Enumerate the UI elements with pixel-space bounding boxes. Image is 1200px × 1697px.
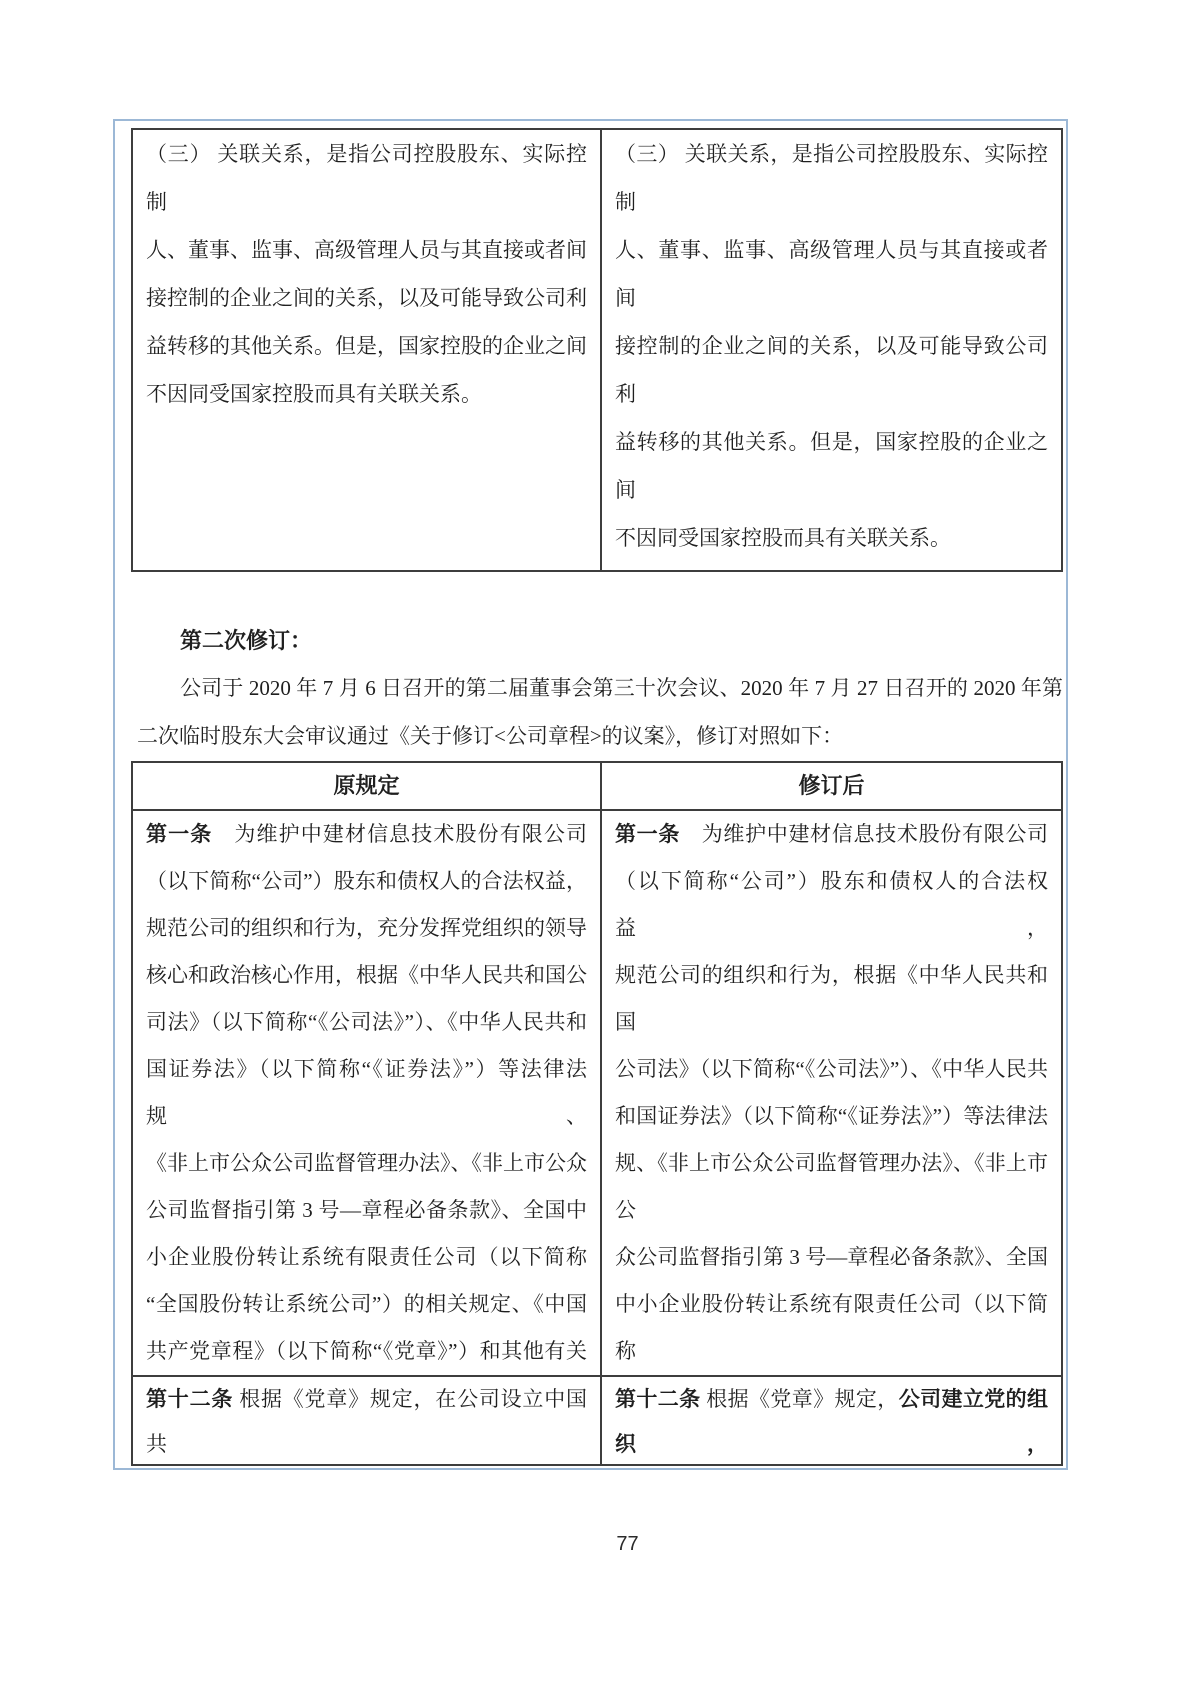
definition-table-continued (131, 128, 1063, 572)
page-number: 77 (616, 1533, 639, 1555)
column-header-original: 原规定 (133, 763, 602, 809)
second-revision-heading: 第二次修订： (180, 628, 313, 653)
table-row (133, 130, 1061, 570)
definition-original-cell: （三） 关联关系，是指公司控股股东、实际控制 人、董事、监事、高级管理人员与其直接或者间 接控制的企业之间的关系，以及可能导致公司利 益转移的其他关系。但是，国家控股的企业之间 不因同受国家控股而具有关联关系。 (133, 130, 602, 570)
table-row-article12 (133, 1377, 1061, 1466)
article1-revised-cell: 第一条 为维护中建材信息技术股份有限公司 （以下简称“公司”）股东和债权人的合法权益， 规范公司的组织和行为，根据《中华人民共和国 公司法》（以下简称“《公司法》”）、《中华人民共 和国证券法》（以下简称“《证券法》”）等法律法 规、《非上市公众公司监督管理办法》、《非上市公 众公司监督指引第 3 号—章程必备条款》、全国 中小企业股份转让系统有限责任公司（以下简称 (615, 822, 1049, 1363)
revision-comparison-table (131, 761, 1063, 1466)
article12-original-cell: 第十二条 根据《党章》规定，在公司设立中国共 (133, 1377, 602, 1466)
definition-revised-cell: （三） 关联关系，是指公司控股股东、实际控制 人、董事、监事、高级管理人员与其直接或者间 接控制的企业之间的关系，以及可能导致公司利 益转移的其他关系。但是，国家控股的企业之间 不因同受国家控股而具有关联关系。 (615, 142, 1048, 550)
revision-intro-paragraph: 公司于 2020 年 7 月 6 日召开的第二届董事会第三十次会议、2020 年 7 月 27 日召开的 2020 年第 二次临时股东大会审议通过《关于修订<公司章程>的议案》，修订对照如下： (137, 676, 1063, 748)
article1-original-cell: 第一条 为维护中建材信息技术股份有限公司 （以下简称“公司”）股东和债权人的合法权益， 规范公司的组织和行为，充分发挥党组织的领导 核心和政治核心作用，根据《中华人民共和国公 司法》（以下简称“《公司法》”）、《中华人民共和 国证券法》（以下简称“《证券法》”）等法律法规、 《非上市公众公司监督管理办法》、《非上市公众 公司监督指引第 3 号—章程必备条款》、全国中 小企业股份转让系统有限责任公司（以下简称 “全国股份转让系统公司”）的相关规定、《中国 共产党章程》（以下简称“《党章》”）和其他有关 (133, 811, 602, 1375)
column-header-revised: 修订后 (798, 773, 865, 798)
table-row-article1 (133, 811, 1061, 1377)
table-header-row (133, 763, 1061, 811)
article12-revised-cell: 第十二条 根据《党章》规定，公司建立党的组织， (615, 1387, 1049, 1456)
